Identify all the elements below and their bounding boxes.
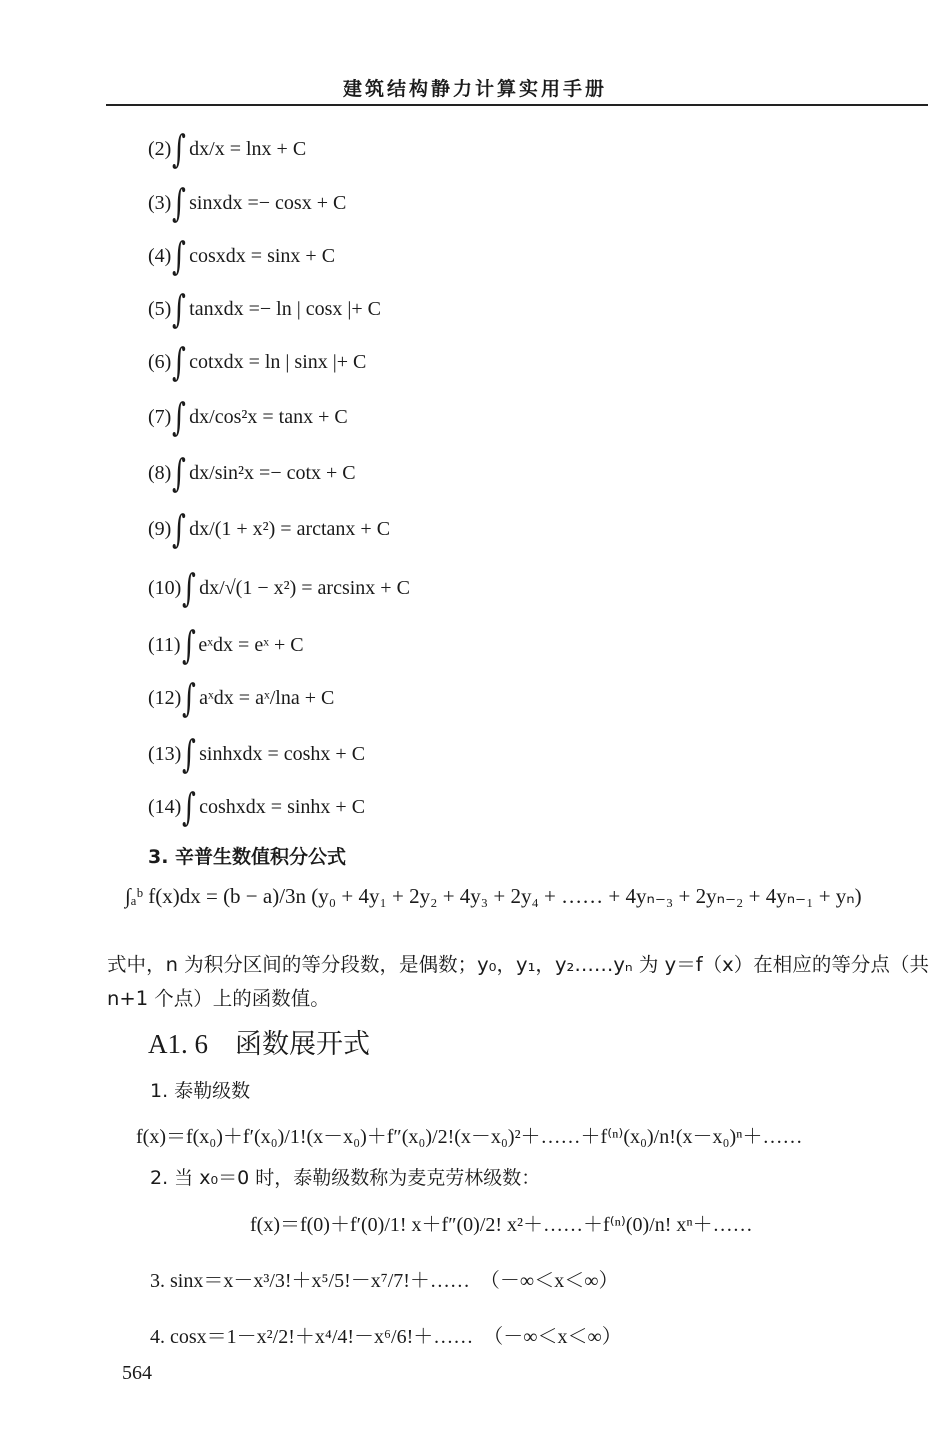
- integral-sign-icon: ∫: [172, 181, 187, 225]
- integral-formula: [148, 340, 367, 384]
- formula-expression: eˣdx = eˣ + C: [198, 634, 304, 656]
- formula-number: (8): [148, 461, 172, 484]
- formula-expression: aˣdx = aˣ/lna + C: [199, 687, 335, 709]
- formula-number: (3): [148, 191, 172, 214]
- section-heading-simpson: 3. 辛普生数值积分公式: [148, 846, 347, 868]
- formula-number: (11): [148, 633, 181, 656]
- section-title-expansion: A1. 6 函数展开式: [148, 1029, 370, 1059]
- integral-sign-icon: ∫: [172, 234, 187, 278]
- integral-sign-icon: ∫: [182, 785, 197, 829]
- integral-sign-icon: ∫: [182, 676, 197, 720]
- formula-expression: sinhxdx = coshx + C: [199, 743, 366, 765]
- simpson-formula: ∫ₐᵇ f(x)dx = (b − a)/3n (y₀ + 4y₁ + 2y₂ + 4y₃ + 2y₄ + …… + 4yₙ₋₃ + 2yₙ₋₂ + 4yₙ₋₁ + yₙ): [125, 884, 862, 908]
- formula-expression: dx/sin²x =− cotx + C: [189, 462, 356, 484]
- formula-expression: dx/x = lnx + C: [189, 138, 307, 160]
- integral-formula: [148, 732, 366, 776]
- formula-expression: dx/(1 + x²) = arctanx + C: [189, 518, 391, 540]
- integral-sign-icon: ∫: [182, 566, 197, 610]
- formula-expression: cotxdx = ln | sinx |+ C: [189, 351, 367, 373]
- formula-number: (4): [148, 244, 172, 267]
- formula-expression: dx/√(1 − x²) = arcsinx + C: [199, 577, 410, 599]
- maclaurin-formula: f(x)＝f(0)＋f′(0)/1! x＋f″(0)/2! x²＋……＋f⁽ⁿ⁾(0)/n! xⁿ＋……: [250, 1214, 753, 1236]
- integral-formula: [148, 676, 335, 720]
- formula-expression: coshxdx = sinhx + C: [199, 796, 366, 818]
- integral-sign-icon: ∫: [172, 451, 187, 495]
- sin-series-formula: 3. sinx＝x－x³/3!＋x⁵/5!－x⁷/7!＋…… （－∞＜x＜∞）: [150, 1270, 619, 1292]
- integral-formula: [148, 451, 356, 495]
- formula-expression: sinxdx =− cosx + C: [189, 192, 347, 214]
- integral-sign-icon: ∫: [172, 507, 187, 551]
- integral-formula: [148, 127, 307, 171]
- formula-expression: tanxdx =− ln | cosx |+ C: [189, 298, 381, 320]
- header-rule: [106, 104, 928, 106]
- integral-formula: [148, 507, 391, 551]
- integral-formula: [148, 785, 366, 829]
- maclaurin-heading: 2. 当 x₀＝0 时，泰勒级数称为麦克劳林级数：: [150, 1167, 541, 1189]
- integral-formula: [148, 287, 381, 331]
- integral-formula: [148, 395, 348, 439]
- taylor-formula: f(x)＝f(x₀)＋f′(x₀)/1!(x－x₀)＋f″(x₀)/2!(x－x₀)²＋……＋f⁽ⁿ⁾(x₀)/n!(x－x₀)ⁿ＋……: [136, 1126, 803, 1148]
- integral-formula: [148, 566, 410, 610]
- cos-series-formula: 4. cosx＝1－x²/2!＋x⁴/4!－x⁶/6!＋…… （－∞＜x＜∞）: [150, 1326, 622, 1348]
- formula-number: (2): [148, 137, 172, 160]
- integral-sign-icon: ∫: [181, 623, 196, 667]
- formula-expression: dx/cos²x = tanx + C: [189, 406, 348, 428]
- formula-number: (12): [148, 686, 182, 709]
- integral-sign-icon: ∫: [172, 287, 187, 331]
- integral-sign-icon: ∫: [172, 395, 187, 439]
- page-header: 建筑结构静力计算实用手册: [342, 78, 607, 100]
- formula-number: (10): [148, 576, 182, 599]
- simpson-explanation: 式中，n 为积分区间的等分段数，是偶数；y₀，y₁，y₂……yₙ 为 y＝f（x）在相应的等分点（共 n+1 个点）上的函数值。: [107, 953, 929, 1010]
- integral-formula: [148, 234, 336, 278]
- formula-number: (14): [148, 795, 182, 818]
- integral-sign-icon: ∫: [172, 127, 187, 171]
- formula-number: (9): [148, 517, 172, 540]
- formula-number: (13): [148, 742, 182, 765]
- taylor-heading: 1. 泰勒级数: [150, 1080, 251, 1102]
- integral-sign-icon: ∫: [182, 732, 197, 776]
- integral-sign-icon: ∫: [172, 340, 187, 384]
- formula-number: (7): [148, 405, 172, 428]
- formula-number: (5): [148, 297, 172, 320]
- integral-formula: [148, 623, 304, 667]
- formula-expression: cosxdx = sinx + C: [189, 245, 336, 267]
- formula-number: (6): [148, 350, 172, 373]
- integral-formula: [148, 181, 347, 225]
- page-number: 564: [122, 1362, 152, 1384]
